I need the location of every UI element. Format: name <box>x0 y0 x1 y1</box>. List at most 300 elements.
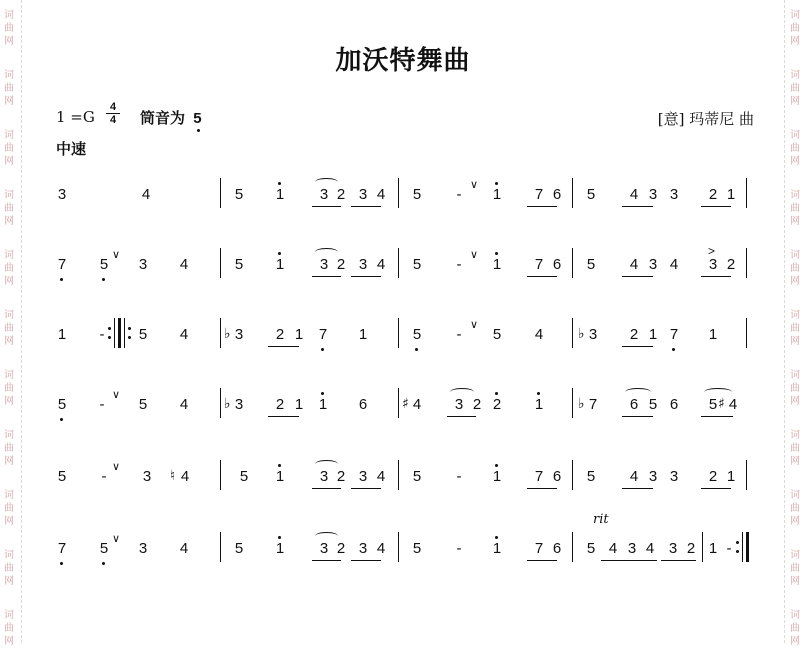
note: 2 <box>336 256 346 273</box>
beam-underline <box>268 346 299 347</box>
beam-underline <box>527 560 557 561</box>
watermark-glyph: 网 <box>4 336 14 347</box>
octave-high-dot <box>321 392 324 395</box>
dash-sustain: - <box>456 256 462 273</box>
beam-underline <box>701 416 733 417</box>
note: 1 <box>708 326 718 343</box>
barline <box>220 532 221 562</box>
note: 4 <box>179 540 189 557</box>
repeat-dot <box>108 327 111 330</box>
staff-row <box>0 178 806 218</box>
note: 3 <box>319 540 329 557</box>
note: 1 <box>726 186 736 203</box>
note: 2 <box>629 326 639 343</box>
repeat-dot <box>108 336 111 339</box>
beam-underline <box>622 488 653 489</box>
tempo-marking: 中速 <box>56 141 87 158</box>
note: 3 <box>138 256 148 273</box>
note: 1 <box>275 186 285 203</box>
barline <box>572 178 573 208</box>
note: 5 <box>586 468 596 485</box>
flat-sign: ♭ <box>224 396 231 412</box>
note: 3 <box>358 540 368 557</box>
note: 5 <box>708 396 718 413</box>
octave-high-dot <box>278 536 281 539</box>
watermark-glyph: 词 <box>790 310 800 321</box>
note: 6 <box>358 396 368 413</box>
watermark-glyph: 词 <box>790 370 800 381</box>
note: 3 <box>319 256 329 273</box>
watermark-glyph: 曲 <box>790 263 800 274</box>
watermark-glyph: 曲 <box>790 503 800 514</box>
sharp-sign: ♯ <box>402 396 409 412</box>
barline <box>572 248 573 278</box>
note: 2 <box>708 468 718 485</box>
note: 7 <box>669 326 679 343</box>
watermark-glyph: 曲 <box>790 383 800 394</box>
flat-sign: ♭ <box>578 326 585 342</box>
note: 5 <box>412 256 422 273</box>
octave-high-dot <box>537 392 540 395</box>
note: 5 <box>239 468 249 485</box>
note: 2 <box>726 256 736 273</box>
note: 1 <box>275 468 285 485</box>
watermark-glyph: 网 <box>4 276 14 287</box>
staff-row <box>0 512 806 572</box>
watermark-glyph: 曲 <box>4 383 14 394</box>
octave-high-dot <box>278 464 281 467</box>
watermark-glyph: 词 <box>4 190 14 201</box>
note: 4 <box>376 186 386 203</box>
barline <box>398 460 399 490</box>
note: 1 <box>708 540 718 557</box>
octave-low-dot <box>102 278 105 281</box>
breath-mark: ∨ <box>112 388 121 401</box>
watermark-glyph: 曲 <box>4 143 14 154</box>
note: 2 <box>336 468 346 485</box>
beam-underline <box>601 560 657 561</box>
note: 7 <box>57 256 67 273</box>
note: 3 <box>234 326 244 343</box>
note: 2 <box>275 326 285 343</box>
watermark-glyph: 词 <box>4 550 14 561</box>
repeat-dot <box>736 541 739 544</box>
note: 5 <box>57 396 67 413</box>
watermark-glyph: 曲 <box>790 203 800 214</box>
accent-mark: > <box>708 244 716 258</box>
breath-mark: ∨ <box>112 460 121 473</box>
dash-sustain: - <box>101 468 107 485</box>
barline <box>572 318 573 348</box>
note: 7 <box>57 540 67 557</box>
watermark-glyph: 词 <box>790 190 800 201</box>
note: 1 <box>294 326 304 343</box>
watermark-glyph: 曲 <box>4 503 14 514</box>
note: 6 <box>629 396 639 413</box>
note: 4 <box>376 540 386 557</box>
watermark-glyph: 网 <box>790 36 800 47</box>
watermark-glyph: 网 <box>790 456 800 467</box>
breath-mark: ∨ <box>470 178 479 191</box>
note: 5 <box>234 256 244 273</box>
slur-arc <box>625 388 651 396</box>
barline <box>398 532 399 562</box>
note: 5 <box>648 396 658 413</box>
watermark-glyph: 词 <box>4 490 14 501</box>
watermark-glyph: 词 <box>4 250 14 261</box>
watermark-glyph: 网 <box>790 216 800 227</box>
watermark-glyph: 曲 <box>4 263 14 274</box>
watermark-glyph: 词 <box>790 490 800 501</box>
note: 2 <box>336 540 346 557</box>
watermark-glyph: 词 <box>4 130 14 141</box>
dash-sustain: - <box>456 326 462 343</box>
barline <box>702 532 703 562</box>
octave-low-dot <box>321 348 324 351</box>
barline <box>220 178 221 208</box>
beam-underline <box>661 560 696 561</box>
watermark-glyph: 网 <box>4 156 14 167</box>
barline <box>398 178 399 208</box>
note: 3 <box>142 468 152 485</box>
watermark-glyph: 网 <box>4 96 14 107</box>
note: 5 <box>138 326 148 343</box>
note: 3 <box>138 540 148 557</box>
note: 2 <box>336 186 346 203</box>
note: 5 <box>586 186 596 203</box>
note: 4 <box>534 326 544 343</box>
barline <box>572 460 573 490</box>
ritardando-marking: rit <box>593 512 609 527</box>
watermark-glyph: 曲 <box>4 83 14 94</box>
note: 4 <box>141 186 151 203</box>
barline <box>220 460 221 490</box>
octave-high-dot <box>495 252 498 255</box>
note: 3 <box>358 186 368 203</box>
barline <box>572 532 573 562</box>
note: 4 <box>645 540 655 557</box>
watermark-glyph: 网 <box>790 336 800 347</box>
note: 4 <box>412 396 422 413</box>
note: 3 <box>454 396 464 413</box>
slur-arc <box>450 388 474 396</box>
repeat-dot <box>736 550 739 553</box>
barline <box>220 388 221 418</box>
octave-high-dot <box>495 464 498 467</box>
flat-sign: ♭ <box>578 396 585 412</box>
dash-sustain: - <box>456 186 462 203</box>
slur-arc <box>315 460 338 468</box>
slur-arc <box>704 388 732 396</box>
note: 7 <box>534 468 544 485</box>
barline <box>398 318 399 348</box>
watermark-glyph: 网 <box>790 276 800 287</box>
note: 2 <box>708 186 718 203</box>
octave-low-dot <box>415 348 418 351</box>
note: 5 <box>586 256 596 273</box>
slur-arc <box>315 248 338 256</box>
watermark-glyph: 网 <box>4 636 14 647</box>
watermark-glyph: 网 <box>4 36 14 47</box>
beam-underline <box>701 206 731 207</box>
note: 1 <box>275 256 285 273</box>
note: 3 <box>588 326 598 343</box>
watermark-glyph: 网 <box>4 396 14 407</box>
note: 1 <box>492 256 502 273</box>
tube-note-label: 筒音为 <box>140 110 186 127</box>
slur-arc <box>315 178 338 186</box>
watermark-glyph: 网 <box>790 576 800 587</box>
score-title: 加沃特舞曲 <box>335 46 471 76</box>
note: 7 <box>534 186 544 203</box>
barline <box>572 388 573 418</box>
breath-mark: ∨ <box>112 532 121 545</box>
note: 5 <box>412 186 422 203</box>
composer-attribution: [意] 玛蒂尼 曲 <box>657 110 754 128</box>
barline <box>398 248 399 278</box>
octave-low-dot <box>672 348 675 351</box>
note: 3 <box>648 256 658 273</box>
octave-high-dot <box>495 182 498 185</box>
watermark-glyph: 网 <box>790 156 800 167</box>
note: 1 <box>648 326 658 343</box>
barline <box>220 318 221 348</box>
staff-row <box>0 460 806 500</box>
note: 4 <box>608 540 618 557</box>
beam-underline <box>701 276 731 277</box>
note: 3 <box>708 256 718 273</box>
note: 5 <box>492 326 502 343</box>
watermark-glyph: 网 <box>4 576 14 587</box>
beam-underline <box>312 206 341 207</box>
time-signature-top: 4 <box>109 101 117 113</box>
note: 5 <box>99 256 109 273</box>
watermark-glyph: 词 <box>4 430 14 441</box>
note: 6 <box>552 256 562 273</box>
watermark-glyph: 词 <box>4 10 14 21</box>
beam-underline <box>701 488 731 489</box>
watermark-glyph: 词 <box>790 70 800 81</box>
octave-low-dot <box>102 562 105 565</box>
note: 7 <box>534 540 544 557</box>
beam-underline <box>527 206 557 207</box>
octave-high-dot <box>278 182 281 185</box>
dash-sustain: - <box>726 540 732 557</box>
barline <box>746 178 747 208</box>
final-thin-line <box>742 532 743 562</box>
breath-mark: ∨ <box>112 248 121 261</box>
note: 7 <box>534 256 544 273</box>
sharp-sign: ♯ <box>718 396 725 412</box>
barline <box>746 318 747 348</box>
barline <box>746 248 747 278</box>
time-signature-bottom: 4 <box>106 113 120 126</box>
beam-underline <box>312 276 341 277</box>
note: 1 <box>726 468 736 485</box>
octave-low-dot <box>60 278 63 281</box>
note: 2 <box>686 540 696 557</box>
key-signature: 1 =G <box>56 108 95 126</box>
note: 1 <box>534 396 544 413</box>
breath-mark: ∨ <box>470 318 479 331</box>
note: 7 <box>588 396 598 413</box>
watermark-glyph: 曲 <box>4 443 14 454</box>
watermark-glyph: 词 <box>790 10 800 21</box>
note: 4 <box>728 396 738 413</box>
note: 5 <box>234 540 244 557</box>
note: 1 <box>318 396 328 413</box>
watermark-glyph: 词 <box>790 550 800 561</box>
watermark-glyph: 曲 <box>790 443 800 454</box>
beam-underline <box>312 560 341 561</box>
octave-high-dot <box>495 536 498 539</box>
dash-sustain: - <box>99 326 105 343</box>
beam-underline <box>268 416 299 417</box>
note: 5 <box>138 396 148 413</box>
repeat-thick-line <box>118 318 121 348</box>
beam-underline <box>527 276 557 277</box>
note: 5 <box>586 540 596 557</box>
note: 1 <box>57 326 67 343</box>
watermark-glyph: 曲 <box>790 323 800 334</box>
note: 6 <box>552 468 562 485</box>
note: 4 <box>179 396 189 413</box>
note: 3 <box>627 540 637 557</box>
staff-row <box>0 244 806 288</box>
note: 5 <box>99 540 109 557</box>
watermark-glyph: 网 <box>790 396 800 407</box>
breath-mark: ∨ <box>470 248 479 261</box>
watermark-glyph: 词 <box>790 130 800 141</box>
note: 2 <box>472 396 482 413</box>
note: 5 <box>234 186 244 203</box>
beam-underline <box>622 276 653 277</box>
note: 4 <box>179 326 189 343</box>
watermark-glyph: 曲 <box>4 563 14 574</box>
note: 2 <box>492 396 502 413</box>
natural-sign: ♮ <box>170 468 176 484</box>
note: 3 <box>648 468 658 485</box>
note: 4 <box>376 468 386 485</box>
note: 3 <box>669 186 679 203</box>
note: 4 <box>179 256 189 273</box>
octave-low-dot <box>60 562 63 565</box>
final-thick-line <box>746 532 749 562</box>
note: 5 <box>57 468 67 485</box>
beam-underline <box>622 206 653 207</box>
note: 3 <box>319 186 329 203</box>
note: 1 <box>294 396 304 413</box>
watermark-glyph: 曲 <box>4 23 14 34</box>
staff-row <box>0 318 806 358</box>
barline <box>398 388 399 418</box>
note: 5 <box>412 326 422 343</box>
note: 1 <box>358 326 368 343</box>
beam-underline <box>622 346 653 347</box>
repeat-thin-line <box>124 318 125 348</box>
repeat-dot <box>128 327 131 330</box>
note: 4 <box>669 256 679 273</box>
beam-underline <box>351 560 381 561</box>
watermark-glyph: 曲 <box>4 623 14 634</box>
watermark-glyph: 曲 <box>4 203 14 214</box>
note: 4 <box>629 256 639 273</box>
note: 3 <box>234 396 244 413</box>
time-signature <box>106 101 120 126</box>
note: 3 <box>57 186 67 203</box>
watermark-glyph: 词 <box>4 610 14 621</box>
note: 3 <box>648 186 658 203</box>
beam-underline <box>351 206 381 207</box>
watermark-glyph: 词 <box>4 310 14 321</box>
note: 4 <box>629 186 639 203</box>
note: 7 <box>318 326 328 343</box>
note: 4 <box>180 468 190 485</box>
note: 1 <box>492 468 502 485</box>
dash-sustain: - <box>456 540 462 557</box>
watermark-glyph: 词 <box>4 370 14 381</box>
note: 5 <box>412 468 422 485</box>
watermark-glyph: 词 <box>790 250 800 261</box>
flat-sign: ♭ <box>224 326 231 342</box>
repeat-thin-line <box>114 318 115 348</box>
repeat-dot <box>128 336 131 339</box>
barline <box>220 248 221 278</box>
barline <box>746 460 747 490</box>
beam-underline <box>351 276 381 277</box>
dash-sustain: - <box>99 396 105 413</box>
note: 5 <box>412 540 422 557</box>
note: 3 <box>358 256 368 273</box>
note: 1 <box>275 540 285 557</box>
note: 3 <box>668 540 678 557</box>
watermark-glyph: 网 <box>790 636 800 647</box>
staff-row <box>0 388 806 428</box>
slur-arc <box>315 532 338 540</box>
note: 3 <box>319 468 329 485</box>
note: 1 <box>492 540 502 557</box>
note: 4 <box>629 468 639 485</box>
watermark-glyph: 曲 <box>790 143 800 154</box>
note: 6 <box>552 186 562 203</box>
tube-note <box>140 107 202 128</box>
note: 2 <box>275 396 285 413</box>
octave-high-dot <box>495 392 498 395</box>
beam-underline <box>527 488 557 489</box>
note: 6 <box>669 396 679 413</box>
note: 3 <box>358 468 368 485</box>
watermark-glyph: 曲 <box>790 83 800 94</box>
octave-high-dot <box>278 252 281 255</box>
watermark-glyph: 网 <box>4 216 14 227</box>
watermark-glyph: 曲 <box>790 23 800 34</box>
note: 4 <box>376 256 386 273</box>
beam-underline <box>312 488 341 489</box>
note: 6 <box>552 540 562 557</box>
note: 1 <box>492 186 502 203</box>
watermark-glyph: 网 <box>790 96 800 107</box>
watermark-glyph: 网 <box>4 516 14 527</box>
watermark-glyph: 网 <box>4 456 14 467</box>
beam-underline <box>447 416 476 417</box>
watermark-glyph: 词 <box>790 610 800 621</box>
tube-note-value: 5 <box>193 110 202 127</box>
dash-sustain: - <box>456 468 462 485</box>
watermark-glyph: 曲 <box>790 563 800 574</box>
beam-underline <box>351 488 381 489</box>
watermark-glyph: 网 <box>790 516 800 527</box>
beam-underline <box>622 416 653 417</box>
